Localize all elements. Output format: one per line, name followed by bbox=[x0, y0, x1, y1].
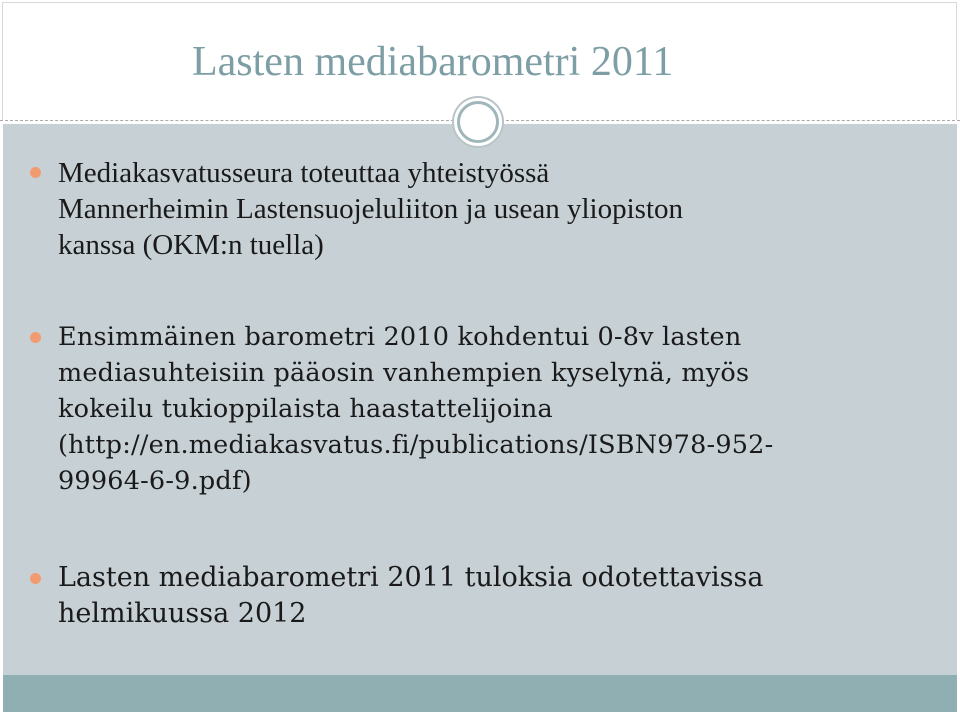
footer-bar bbox=[3, 675, 957, 712]
bullet-text: Lasten mediabarometri 2011 tuloksia odotettavissa helmikuussa 2012 bbox=[58, 562, 764, 629]
bullet-dot-icon bbox=[30, 167, 41, 178]
bullet-dot-icon bbox=[30, 332, 41, 343]
bullet-text: Ensimmäinen barometri 2010 kohdentui 0-8v lasten mediasuhteisiin pääosin vanhempien kyselynä, myös kokeilu tukioppilaista haastattelijoina (http://en.mediakasvatus.fi/publications/ISBN978-952- 99964-6-9.pdf) bbox=[58, 322, 774, 496]
bullet-dot-icon bbox=[30, 573, 41, 584]
slide-title: Lasten mediabarometri 2011 bbox=[192, 39, 674, 85]
bullet-text: Mediakasvatusseura toteuttaa yhteistyössä Mannerheimin Lastensuojeluliiton ja usean yliopiston kanssa (OKM:n tuella) bbox=[58, 157, 684, 261]
decorative-ring-inner-icon bbox=[457, 101, 499, 143]
